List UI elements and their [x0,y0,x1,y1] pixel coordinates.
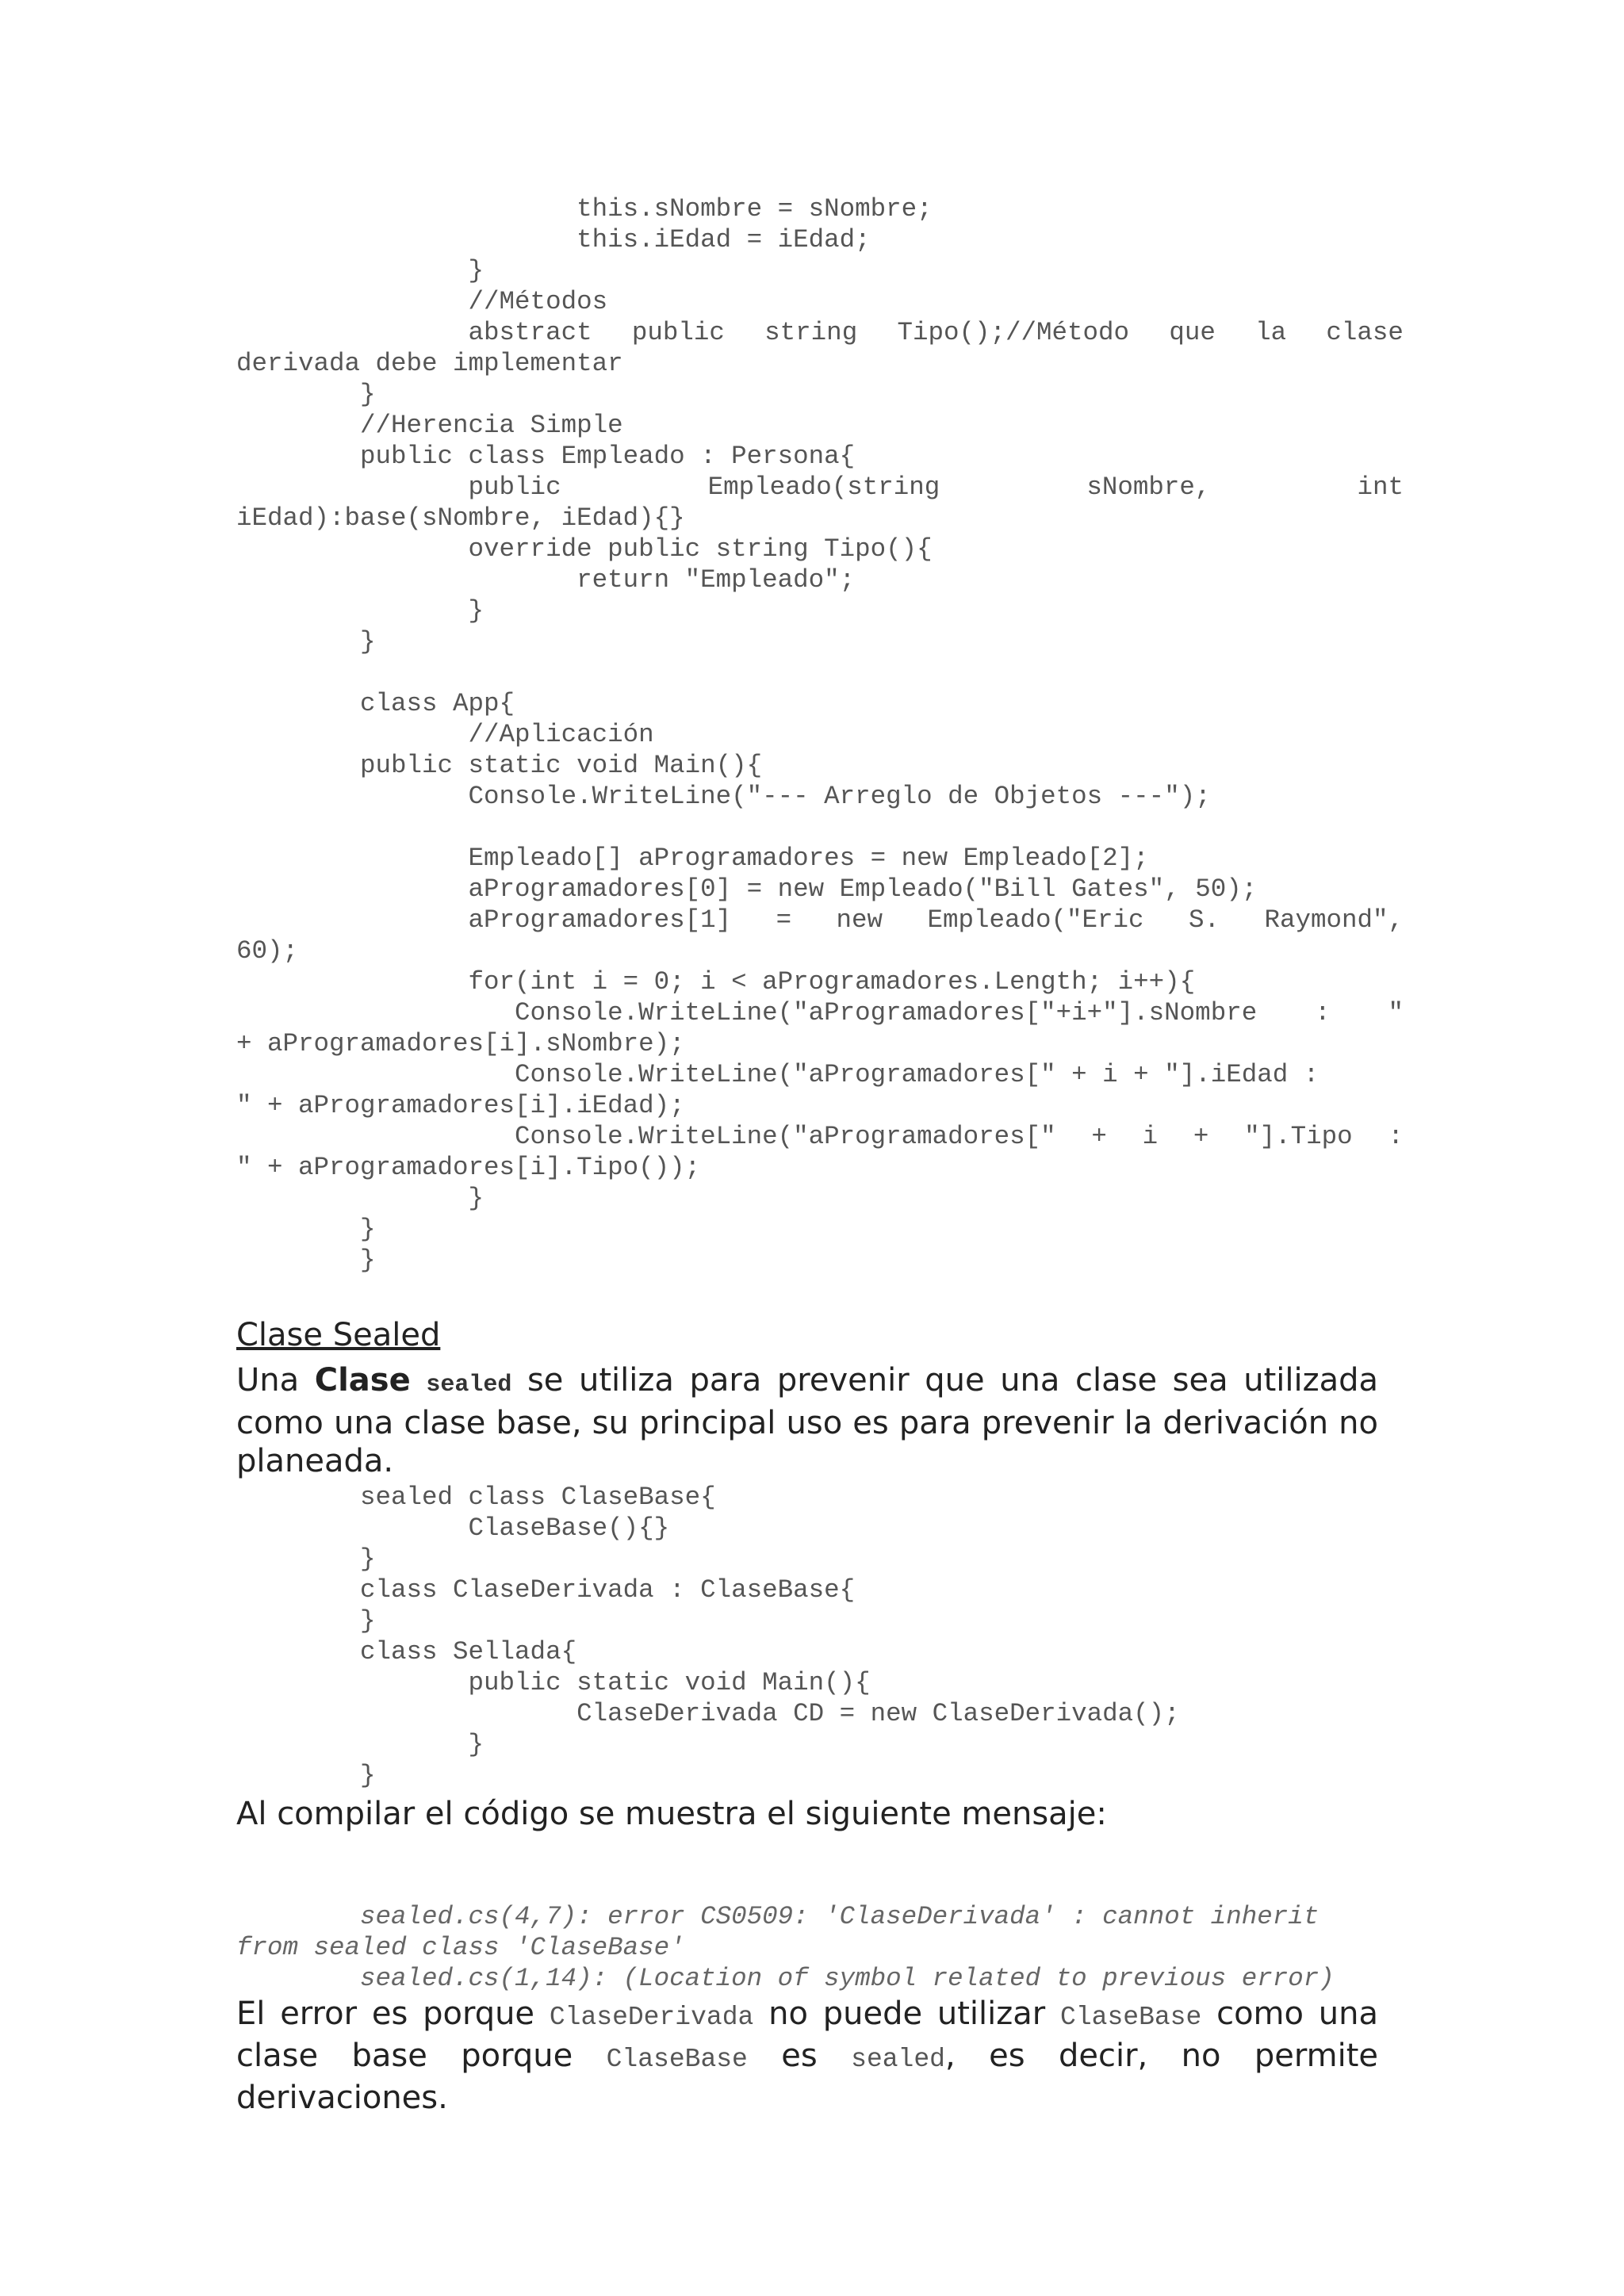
code-block-sealed [236,1482,1404,1791]
code-line: " + aProgramadores[i].iEdad); [236,1091,685,1120]
code-line: aProgramadores[1] = new Empleado("Eric S. Raymond", [468,905,1404,935]
code-line: sealed.cs(1,14): (Location of symbol related to previous error) [236,1964,1335,1993]
code-line: } [236,1761,376,1790]
code-line: public static void Main(){ [236,1668,871,1697]
code-line: for(int i = 0; i < aProgramadores.Length; i++){ [236,967,1196,997]
code-line: } [236,256,485,285]
code-line: sealed class ClaseBase{ [236,1483,716,1512]
closing-text-4: es [747,2038,852,2074]
code-line: return "Empleado"; [236,565,856,595]
code-line: public static void Main(){ [236,751,763,780]
compile-paragraph: Al compilar el código se muestra el siguiente mensaje: [236,1796,1107,1832]
closing-code-3: ClaseBase [606,2045,748,2074]
code-line: class Sellada{ [236,1637,577,1667]
closing-code-2: ClaseBase [1060,2003,1202,2032]
code-line: class App{ [236,689,515,718]
closing-text-3: como una clase base porque [236,1996,1379,2074]
code-line: } [236,1215,376,1244]
code-line: this.iEdad = iEdad; [236,225,871,254]
code-line: Console.WriteLine("aProgramadores["+i+"].sNombre : " [515,998,1404,1027]
code-line: aProgramadores[0] = new Empleado("Bill Gates", 50); [236,874,1258,904]
code-line: 60); [236,936,299,966]
code-line: ClaseBase(){} [236,1513,670,1543]
intro-bold-word: Clase [314,1362,411,1399]
code-line: derivada debe implementar [236,349,623,378]
code-line: //Métodos [236,287,608,316]
code-line [236,657,1404,688]
code-line: " + aProgramadores[i].Tipo()); [236,1153,701,1182]
code-line: class ClaseDerivada : ClaseBase{ [236,1575,856,1605]
code-line: ClaseDerivada CD = new ClaseDerivada(); [236,1699,1180,1728]
code-line: //Aplicación [236,720,654,749]
code-line: Console.WriteLine("aProgramadores[" + i + "].Tipo : [515,1122,1404,1151]
section-heading: Clase Sealed [236,1317,441,1353]
code-line: } [236,1184,485,1213]
code-line: //Herencia Simple [236,411,623,440]
intro-text-end: se utiliza para prevenir que una clase sea utilizada como una clase base, su principal uso es para prevenir la derivación no planeada. [236,1362,1378,1479]
code-line: this.sNombre = sNombre; [236,194,933,224]
code-line: iEdad):base(sNombre, iEdad){} [236,503,685,533]
closing-text-2: no puede utilizar [753,1996,1061,2032]
code-line: } [236,1246,376,1275]
code-line: Empleado[] aProgramadores = new Empleado[2]; [236,844,1149,873]
closing-text-1: El error es porque [236,1996,550,2032]
compiler-error-block [236,1901,1404,1994]
code-line: } [236,1544,376,1574]
code-line: } [236,1606,376,1636]
code-line: Console.WriteLine("--- Arreglo de Objetos ---"); [236,782,1211,811]
code-line: } [236,380,376,409]
code-line: } [236,1730,485,1759]
closing-code-1: ClaseDerivada [549,2003,754,2032]
code-line: sealed.cs(4,7): error CS0509: 'ClaseDerivada' : cannot inherit [236,1902,1320,1931]
closing-paragraph [236,1995,1378,2117]
intro-keyword: sealed [426,1372,512,1399]
code-line: public class Empleado : Persona{ [236,442,856,471]
closing-text-5: , es decir, no permite derivaciones. [236,2038,1378,2116]
code-line: from sealed class 'ClaseBase' [236,1933,685,1962]
code-line: override public string Tipo(){ [236,534,933,564]
intro-paragraph [236,1361,1378,1480]
closing-code-4: sealed [851,2045,945,2074]
code-line: + aProgramadores[i].sNombre); [236,1029,685,1058]
code-line: Console.WriteLine("aProgramadores[" + i + "].iEdad : [236,1060,1320,1089]
code-line: abstract public string Tipo();//Método que la clase [468,318,1404,347]
intro-text-start: Una [236,1362,315,1399]
code-line: } [236,596,485,626]
code-block-inheritance [236,193,1404,1276]
code-line: } [236,627,376,656]
code-line [236,812,1404,843]
code-line: public Empleado(string sNombre, int [468,473,1404,502]
